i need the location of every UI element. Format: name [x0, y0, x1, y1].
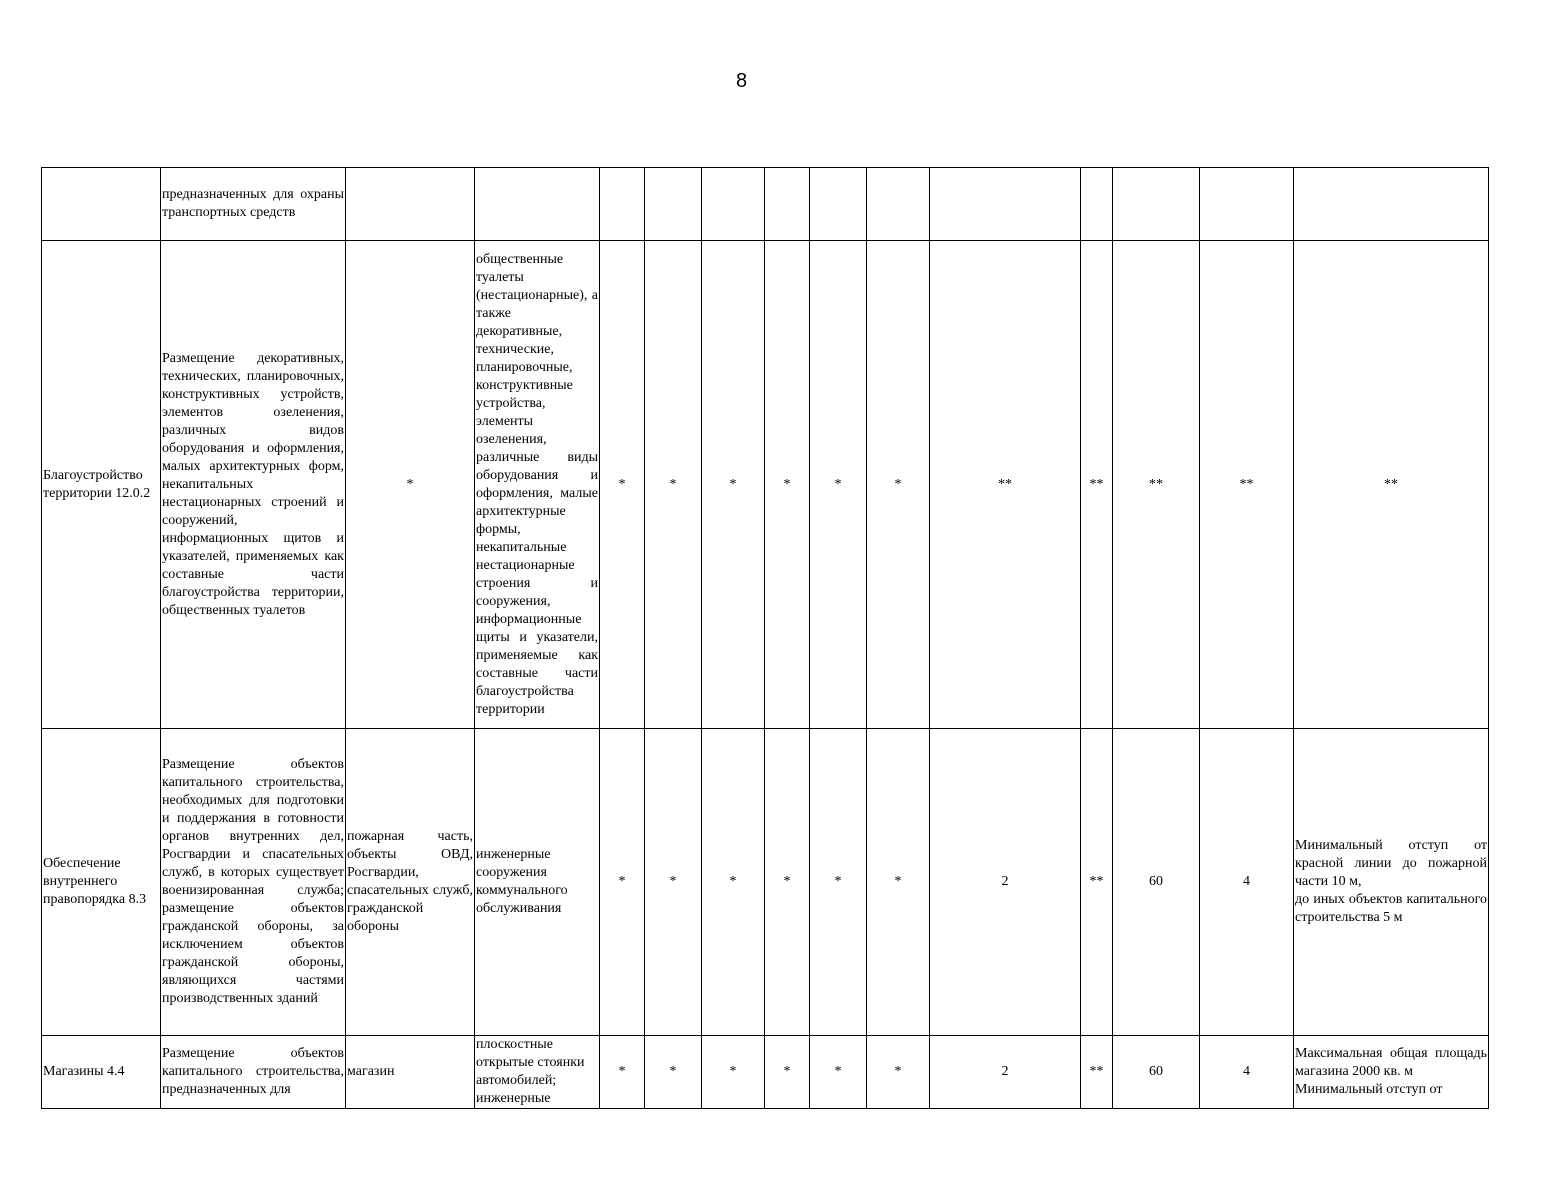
page-number: 8: [735, 70, 748, 92]
cell-main-use: пожарная часть, объекты ОВД, Росгвардии, спасательных служб, гражданской обороны: [346, 729, 475, 1036]
cell-value: **: [930, 241, 1081, 729]
cell-value: *: [765, 241, 810, 729]
cell-value: *: [867, 729, 930, 1036]
cell-notes: Минимальный отступ от красной линии до пожарной части 10 м, до иных объектов капитального строительства 5 м: [1294, 729, 1489, 1036]
cell-value: [1200, 168, 1294, 241]
cell-value: [645, 168, 702, 241]
cell-main-use: магазин: [346, 1036, 475, 1109]
cell-value: *: [810, 729, 867, 1036]
cell-main-use: *: [346, 241, 475, 729]
cell-value: 60: [1113, 1036, 1200, 1109]
cell-value: 2: [930, 1036, 1081, 1109]
cell-value: *: [702, 241, 765, 729]
cell-value: *: [702, 729, 765, 1036]
cell-notes: [1294, 168, 1489, 241]
cell-value: *: [810, 241, 867, 729]
cell-value: *: [867, 1036, 930, 1109]
cell-value: 2: [930, 729, 1081, 1036]
cell-value: *: [600, 241, 645, 729]
table-row: [42, 168, 1489, 241]
cell-value: 60: [1113, 729, 1200, 1036]
cell-auxiliary-use: [475, 168, 600, 241]
cell-notes: Максимальная общая площадь магазина 2000 кв. м Минимальный отступ от: [1294, 1036, 1489, 1109]
cell-value: **: [1200, 241, 1294, 729]
cell-use-name: Магазины 4.4: [42, 1036, 161, 1109]
cell-value: [765, 168, 810, 241]
cell-value: **: [1081, 1036, 1113, 1109]
cell-value: *: [867, 241, 930, 729]
cell-auxiliary-use: инженерные сооружения коммунального обслуживания: [475, 729, 600, 1036]
cell-use-name: Обеспечение внутреннего правопорядка 8.3: [42, 729, 161, 1036]
cell-value: 4: [1200, 729, 1294, 1036]
table-row: [42, 1036, 1489, 1109]
cell-value: *: [645, 729, 702, 1036]
cell-value: **: [1081, 241, 1113, 729]
table-row: [42, 729, 1489, 1036]
cell-value: *: [600, 729, 645, 1036]
cell-use-description: Размещение декоративных, технических, планировочных, конструктивных устройств, элементов озеленения, различных видов оборудования и оформления, малых архитектурных форм, некапитальных нестационарных строений и сооружений, информационных щитов и указателей, применяемых как составные части благоустройства территории, общественных туалетов: [161, 241, 346, 729]
cell-main-use: [346, 168, 475, 241]
cell-use-description: Размещение объектов капитального строительства, необходимых для подготовки и поддержания в готовности органов внутренних дел, Росгвардии и спасательных служб, в которых существует военизированная служба; размещение объектов гражданской обороны, за исключением объектов гражданской обороны, являющихся частями производственных зданий: [161, 729, 346, 1036]
cell-value: [930, 168, 1081, 241]
cell-value: *: [765, 1036, 810, 1109]
cell-use-name: Благоустройство территории 12.0.2: [42, 241, 161, 729]
cell-value: [867, 168, 930, 241]
cell-value: *: [810, 1036, 867, 1109]
zoning-regulations-table: [41, 167, 1489, 1109]
cell-value: *: [600, 1036, 645, 1109]
cell-auxiliary-use: общественные туалеты (нестационарные), а также декоративные, технические, планировочные, конструктивные устройства, элементы озеленения, различные виды оборудования и оформления, малые архитектурные формы, некапитальные нестационарные строения и сооружения, информационные щиты и указатели, применяемые как составные части благоустройства территории: [475, 241, 600, 729]
cell-use-description: Размещение объектов капитального строительства, предназначенных для: [161, 1036, 346, 1109]
cell-value: *: [765, 729, 810, 1036]
cell-value: **: [1113, 241, 1200, 729]
cell-value: [702, 168, 765, 241]
table-row: [42, 241, 1489, 729]
cell-value: [1081, 168, 1113, 241]
cell-auxiliary-use: плоскостные открытые стоянки автомобилей; инженерные: [475, 1036, 600, 1109]
cell-value: **: [1081, 729, 1113, 1036]
cell-value: *: [702, 1036, 765, 1109]
cell-value: [810, 168, 867, 241]
cell-value: 4: [1200, 1036, 1294, 1109]
cell-use-description: предназначенных для охраны транспортных средств: [161, 168, 346, 241]
cell-value: *: [645, 1036, 702, 1109]
cell-use-name: [42, 168, 161, 241]
cell-value: *: [645, 241, 702, 729]
cell-value: [600, 168, 645, 241]
cell-value: [1113, 168, 1200, 241]
cell-notes: **: [1294, 241, 1489, 729]
